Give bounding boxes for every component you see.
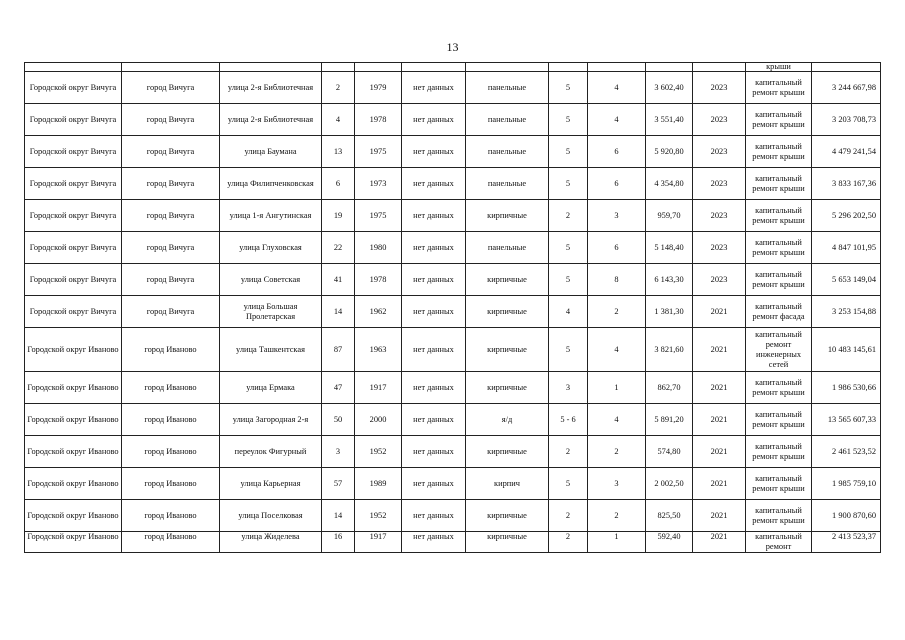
cell-street: улица Загородная 2-я bbox=[220, 404, 322, 436]
cell-year: 1952 bbox=[355, 436, 402, 468]
cell-material: кирпичные bbox=[466, 500, 549, 532]
cell-area: 2 002,50 bbox=[646, 468, 693, 500]
cell-cost: 3 244 667,98 bbox=[812, 72, 881, 104]
cell-cost: 13 565 607,33 bbox=[812, 404, 881, 436]
cell-material: я/д bbox=[466, 404, 549, 436]
cell-entrances: 4 bbox=[588, 104, 646, 136]
cell-area: 592,40 bbox=[646, 532, 693, 553]
cell-repair-year: нет данных bbox=[402, 168, 466, 200]
cell-entrances: 2 bbox=[588, 500, 646, 532]
cell-locality: город Вичуга bbox=[122, 232, 220, 264]
cell-year: 1952 bbox=[355, 500, 402, 532]
cell-repair-year: нет данных bbox=[402, 532, 466, 553]
cell-work: капитальный ремонт крыши bbox=[746, 72, 812, 104]
cell-material: панельные bbox=[466, 168, 549, 200]
cell-district: Городской округ Иваново bbox=[25, 500, 122, 532]
cell-repair-year: нет данных bbox=[402, 296, 466, 328]
cell-area: 5 891,20 bbox=[646, 404, 693, 436]
table-row bbox=[25, 500, 881, 532]
cell-floors: 5 bbox=[549, 72, 588, 104]
cell-plan-year: 2023 bbox=[693, 200, 746, 232]
cell-district: Городской округ Вичуга bbox=[25, 72, 122, 104]
cell-repair-year: нет данных bbox=[402, 200, 466, 232]
table-row bbox=[25, 136, 881, 168]
cell-district: Городской округ Вичуга bbox=[25, 264, 122, 296]
cell-floors: 5 bbox=[549, 264, 588, 296]
cell-cost: 1 986 530,66 bbox=[812, 372, 881, 404]
cell-house: 57 bbox=[322, 468, 355, 500]
cell-repair-year: нет данных bbox=[402, 232, 466, 264]
cell-area: 959,70 bbox=[646, 200, 693, 232]
page-number: 13 bbox=[446, 40, 459, 54]
cell-cost: 3 833 167,36 bbox=[812, 168, 881, 200]
cell-repair-year: нет данных bbox=[402, 136, 466, 168]
cell-street: улица Карьерная bbox=[220, 468, 322, 500]
cell-district: Городской округ Иваново bbox=[25, 532, 122, 553]
cell-material: кирпичные bbox=[466, 328, 549, 372]
cell-work: капитальный ремонт крыши bbox=[746, 136, 812, 168]
table-row-continued bbox=[25, 63, 881, 72]
cell-street: улица Ермака bbox=[220, 372, 322, 404]
cell-area: 4 354,80 bbox=[646, 168, 693, 200]
cell-district: Городской округ Иваново bbox=[25, 468, 122, 500]
cell-work: капитальный ремонт крыши bbox=[746, 500, 812, 532]
cell-cost: 1 985 759,10 bbox=[812, 468, 881, 500]
cell-street: улица Глуховская bbox=[220, 232, 322, 264]
table-row bbox=[25, 72, 881, 104]
cell-cost: 3 203 708,73 bbox=[812, 104, 881, 136]
cell-plan-year: 2021 bbox=[693, 468, 746, 500]
cell-plan-year: 2023 bbox=[693, 232, 746, 264]
cell-cost: 1 900 870,60 bbox=[812, 500, 881, 532]
cell-material: панельные bbox=[466, 72, 549, 104]
cell-street: улица Поселковая bbox=[220, 500, 322, 532]
cell-cost: 4 479 241,54 bbox=[812, 136, 881, 168]
cell-area: 862,70 bbox=[646, 372, 693, 404]
cell-year: 2000 bbox=[355, 404, 402, 436]
cell-work: капитальный ремонт крыши bbox=[746, 264, 812, 296]
cell-year: 1975 bbox=[355, 136, 402, 168]
cell-material: кирпичные bbox=[466, 264, 549, 296]
cell-work: капитальный ремонт инженерных сетей bbox=[746, 328, 812, 372]
cell-district: Городской округ Вичуга bbox=[25, 296, 122, 328]
cell-floors: 2 bbox=[549, 532, 588, 553]
cell-plan-year: 2021 bbox=[693, 532, 746, 553]
cell-locality: город Вичуга bbox=[122, 104, 220, 136]
table-body bbox=[25, 63, 881, 553]
cell-plan-year: 2023 bbox=[693, 104, 746, 136]
cell-locality: город Вичуга bbox=[122, 136, 220, 168]
cell-year: 1963 bbox=[355, 328, 402, 372]
table-row bbox=[25, 436, 881, 468]
cell-work: крыши bbox=[746, 63, 812, 72]
cell-entrances: 1 bbox=[588, 372, 646, 404]
cell-street: улица Большая Пролетарская bbox=[220, 296, 322, 328]
cell-floors: 2 bbox=[549, 436, 588, 468]
cell-repair-year: нет данных bbox=[402, 328, 466, 372]
cell-locality: город Иваново bbox=[122, 468, 220, 500]
cell-repair-year: нет данных bbox=[402, 72, 466, 104]
cell-material: кирпичные bbox=[466, 200, 549, 232]
cell-work: капитальный ремонт крыши bbox=[746, 468, 812, 500]
cell-repair-year: нет данных bbox=[402, 468, 466, 500]
cell-entrances: 2 bbox=[588, 436, 646, 468]
table-row bbox=[25, 200, 881, 232]
cell-repair-year: нет данных bbox=[402, 372, 466, 404]
cell-repair-year: нет данных bbox=[402, 104, 466, 136]
cell-street: улица Филипченковская bbox=[220, 168, 322, 200]
cell-material: кирпичные bbox=[466, 372, 549, 404]
cell-district: Городской округ Вичуга bbox=[25, 232, 122, 264]
table-row bbox=[25, 372, 881, 404]
table-row bbox=[25, 532, 881, 553]
cell-area: 1 381,30 bbox=[646, 296, 693, 328]
cell-year: 1978 bbox=[355, 264, 402, 296]
cell-entrances: 4 bbox=[588, 72, 646, 104]
cell-floors: 2 bbox=[549, 500, 588, 532]
cell-district: Городской округ Вичуга bbox=[25, 200, 122, 232]
cell-work: капитальный ремонт bbox=[746, 532, 812, 553]
cell-plan-year: 2023 bbox=[693, 72, 746, 104]
cell-entrances: 4 bbox=[588, 328, 646, 372]
cell-entrances: 8 bbox=[588, 264, 646, 296]
cell-locality: город Вичуга bbox=[122, 200, 220, 232]
cell-work: капитальный ремонт крыши bbox=[746, 372, 812, 404]
cell-year: 1989 bbox=[355, 468, 402, 500]
cell-locality: город Иваново bbox=[122, 404, 220, 436]
cell-street: улица 2-я Библиотечная bbox=[220, 104, 322, 136]
cell-repair-year: нет данных bbox=[402, 436, 466, 468]
cell-house: 50 bbox=[322, 404, 355, 436]
cell-floors: 5 bbox=[549, 104, 588, 136]
cell-entrances: 6 bbox=[588, 232, 646, 264]
cell-repair-year: нет данных bbox=[402, 404, 466, 436]
cell-street: улица Ташкентская bbox=[220, 328, 322, 372]
cell-cost: 5 653 149,04 bbox=[812, 264, 881, 296]
cell-cost: 2 461 523,52 bbox=[812, 436, 881, 468]
cell-year: 1973 bbox=[355, 168, 402, 200]
cell-plan-year: 2021 bbox=[693, 436, 746, 468]
cell-repair-year: нет данных bbox=[402, 264, 466, 296]
cell-house: 13 bbox=[322, 136, 355, 168]
cell-area: 574,80 bbox=[646, 436, 693, 468]
table-row bbox=[25, 168, 881, 200]
cell-locality: город Иваново bbox=[122, 436, 220, 468]
cell-year: 1979 bbox=[355, 72, 402, 104]
cell-work: капитальный ремонт крыши bbox=[746, 104, 812, 136]
table-row bbox=[25, 104, 881, 136]
table-row bbox=[25, 468, 881, 500]
cell-floors: 3 bbox=[549, 372, 588, 404]
cell-district: Городской округ Иваново bbox=[25, 372, 122, 404]
cell-plan-year: 2021 bbox=[693, 404, 746, 436]
cell-cost: 3 253 154,88 bbox=[812, 296, 881, 328]
cell-district: Городской округ Иваново bbox=[25, 328, 122, 372]
cell-street: улица Жиделева bbox=[220, 532, 322, 553]
cell-work: капитальный ремонт крыши bbox=[746, 200, 812, 232]
cell-area: 5 920,80 bbox=[646, 136, 693, 168]
cell-area: 6 143,30 bbox=[646, 264, 693, 296]
cell-cost: 4 847 101,95 bbox=[812, 232, 881, 264]
cell-floors: 5 bbox=[549, 468, 588, 500]
cell-street: улица Баумана bbox=[220, 136, 322, 168]
cell-district: Городской округ Вичуга bbox=[25, 136, 122, 168]
cell-house: 87 bbox=[322, 328, 355, 372]
cell-material: кирпичные bbox=[466, 436, 549, 468]
cell-plan-year: 2023 bbox=[693, 168, 746, 200]
cell-street: переулок Фигурный bbox=[220, 436, 322, 468]
cell-locality: город Иваново bbox=[122, 328, 220, 372]
cell-year: 1917 bbox=[355, 532, 402, 553]
cell-area: 3 551,40 bbox=[646, 104, 693, 136]
cell-plan-year: 2021 bbox=[693, 328, 746, 372]
cell-entrances: 4 bbox=[588, 404, 646, 436]
cell-locality: город Иваново bbox=[122, 372, 220, 404]
cell-entrances: 2 bbox=[588, 296, 646, 328]
cell-locality: город Вичуга bbox=[122, 296, 220, 328]
cell-area: 3 821,60 bbox=[646, 328, 693, 372]
cell-district: Городской округ Вичуга bbox=[25, 168, 122, 200]
cell-area: 825,50 bbox=[646, 500, 693, 532]
cell-entrances: 3 bbox=[588, 468, 646, 500]
cell-entrances: 3 bbox=[588, 200, 646, 232]
table-row bbox=[25, 264, 881, 296]
cell-floors: 5 bbox=[549, 232, 588, 264]
cell-district: Городской округ Вичуга bbox=[25, 104, 122, 136]
cell-entrances: 6 bbox=[588, 168, 646, 200]
cell-floors: 5 bbox=[549, 136, 588, 168]
table-row bbox=[25, 328, 881, 372]
cell-house: 2 bbox=[322, 72, 355, 104]
cell-floors: 2 bbox=[549, 200, 588, 232]
cell-plan-year: 2023 bbox=[693, 264, 746, 296]
cell-floors: 4 bbox=[549, 296, 588, 328]
cell-house: 3 bbox=[322, 436, 355, 468]
cell-repair-year: нет данных bbox=[402, 500, 466, 532]
cell-district: Городской округ Иваново bbox=[25, 404, 122, 436]
cell-cost: 2 413 523,37 bbox=[812, 532, 881, 553]
cell-locality: город Вичуга bbox=[122, 72, 220, 104]
cell-year: 1978 bbox=[355, 104, 402, 136]
cell-work: капитальный ремонт крыши bbox=[746, 232, 812, 264]
cell-year: 1980 bbox=[355, 232, 402, 264]
cell-work: капитальный ремонт крыши bbox=[746, 168, 812, 200]
cell-plan-year: 2023 bbox=[693, 136, 746, 168]
cell-entrances: 6 bbox=[588, 136, 646, 168]
cell-material: кирпич bbox=[466, 468, 549, 500]
cell-house: 47 bbox=[322, 372, 355, 404]
cell-plan-year: 2021 bbox=[693, 372, 746, 404]
buildings-table bbox=[24, 62, 881, 553]
cell-material: панельные bbox=[466, 232, 549, 264]
cell-year: 1975 bbox=[355, 200, 402, 232]
cell-plan-year: 2021 bbox=[693, 296, 746, 328]
cell-house: 6 bbox=[322, 168, 355, 200]
cell-year: 1917 bbox=[355, 372, 402, 404]
cell-work: капитальный ремонт крыши bbox=[746, 436, 812, 468]
cell-material: кирпичные bbox=[466, 296, 549, 328]
cell-street: улица 1-я Ангутинская bbox=[220, 200, 322, 232]
cell-year: 1962 bbox=[355, 296, 402, 328]
cell-house: 16 bbox=[322, 532, 355, 553]
cell-entrances: 1 bbox=[588, 532, 646, 553]
table-row bbox=[25, 296, 881, 328]
cell-street: улица Советская bbox=[220, 264, 322, 296]
cell-material: кирпичные bbox=[466, 532, 549, 553]
cell-locality: город Вичуга bbox=[122, 168, 220, 200]
table-row bbox=[25, 232, 881, 264]
cell-house: 22 bbox=[322, 232, 355, 264]
cell-material: панельные bbox=[466, 136, 549, 168]
cell-area: 5 148,40 bbox=[646, 232, 693, 264]
cell-street: улица 2-я Библиотечная bbox=[220, 72, 322, 104]
cell-house: 4 bbox=[322, 104, 355, 136]
cell-area: 3 602,40 bbox=[646, 72, 693, 104]
cell-work: капитальный ремонт фасада bbox=[746, 296, 812, 328]
cell-locality: город Вичуга bbox=[122, 264, 220, 296]
cell-floors: 5 - 6 bbox=[549, 404, 588, 436]
cell-house: 14 bbox=[322, 500, 355, 532]
table-row bbox=[25, 404, 881, 436]
cell-house: 14 bbox=[322, 296, 355, 328]
cell-plan-year: 2021 bbox=[693, 500, 746, 532]
cell-work: капитальный ремонт крыши bbox=[746, 404, 812, 436]
cell-locality: город Иваново bbox=[122, 532, 220, 553]
cell-material: панельные bbox=[466, 104, 549, 136]
cell-floors: 5 bbox=[549, 328, 588, 372]
cell-cost: 10 483 145,61 bbox=[812, 328, 881, 372]
cell-cost: 5 296 202,50 bbox=[812, 200, 881, 232]
cell-locality: город Иваново bbox=[122, 500, 220, 532]
cell-house: 41 bbox=[322, 264, 355, 296]
cell-district: Городской округ Иваново bbox=[25, 436, 122, 468]
cell-house: 19 bbox=[322, 200, 355, 232]
cell-floors: 5 bbox=[549, 168, 588, 200]
